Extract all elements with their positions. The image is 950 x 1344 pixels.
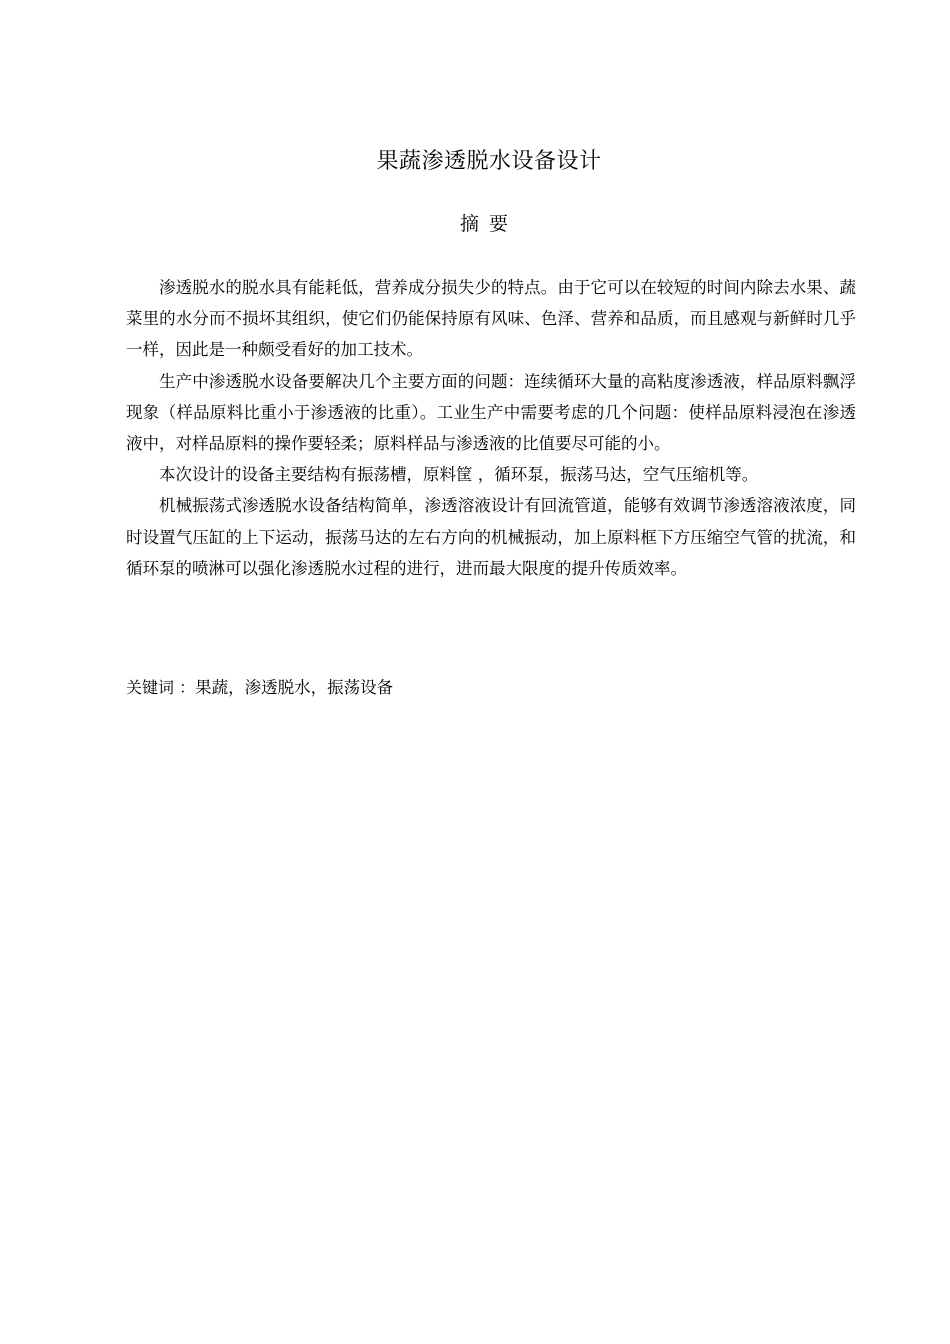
abstract-heading: 摘要 <box>459 213 518 235</box>
abstract-body <box>126 272 856 584</box>
abstract-paragraph-2: 生产中渗透脱水设备要解决几个主要方面的问题：连续循环大量的高粘度渗透液，样品原料飘浮现象（样品原料比重小于渗透液的比重）。工业生产中需要考虑的几个问题：使样品原料浸泡在渗透液中，对样品原料的操作要轻柔；原料样品与渗透液的比值要尽可能的小。 <box>126 371 856 454</box>
keywords-label: 关键词 ： <box>126 678 196 697</box>
abstract-paragraph-3: 本次设计的设备主要结构有振荡槽，原料筐 ，循环泵，振荡马达，空气压缩机等。 <box>159 465 759 485</box>
abstract-paragraph-1: 渗透脱水的脱水具有能耗低，营养成分损失少的特点。由于它可以在较短的时间内除去水果、蔬菜里的水分而不损坏其组织，使它们仍能保持原有风味、色泽、营养和品质，而且感观与新鲜时几乎一样，因此是一种颇受看好的加工技术。 <box>126 278 856 360</box>
abstract-paragraph-4: 机械振荡式渗透脱水设备结构简单，渗透溶液设计有回流管道，能够有效调节渗透溶液浓度，同时设置气压缸的上下运动，振荡马达的左右方向的机械振动，加上原料框下方压缩空气管的扰流，和循环泵的喷淋可以强化渗透脱水过程的进行，进而最大限度的提升传质效率。 <box>126 496 856 578</box>
keywords-value: 果蔬，渗透脱水，振荡设备 <box>195 678 394 697</box>
document-title: 果蔬渗透脱水设备设计 <box>376 149 602 174</box>
keywords-line <box>126 673 856 703</box>
